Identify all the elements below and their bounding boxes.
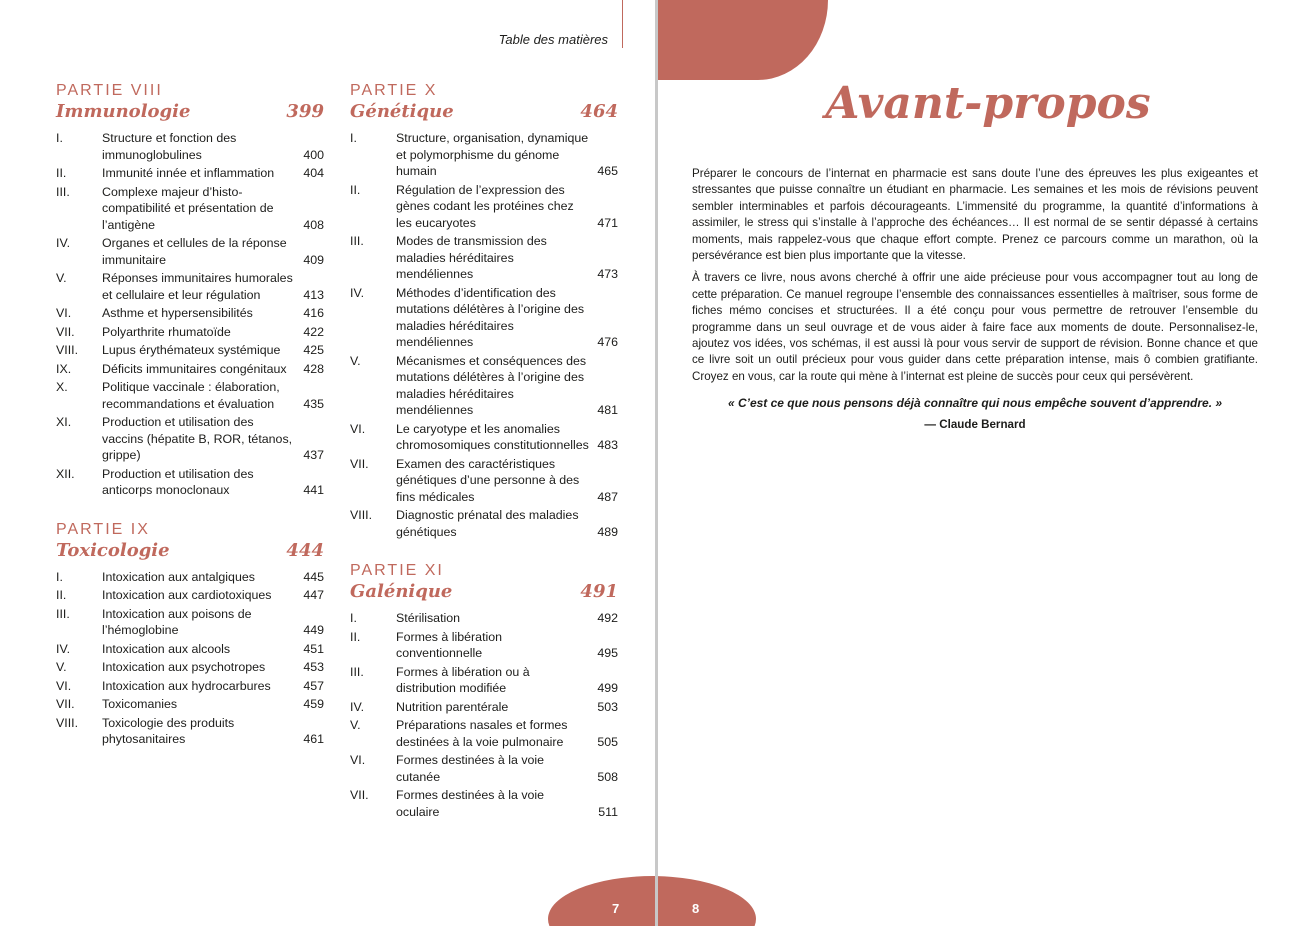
entry-title: Structure et fonction des immunoglobulines xyxy=(102,131,237,162)
entry-page: 428 xyxy=(303,361,324,376)
entry-title: Intoxication aux psychotropes xyxy=(102,660,266,674)
entry-page: 437 xyxy=(303,448,324,462)
entry-title: Politique vaccinale : élaboration, recommandations et évaluation xyxy=(102,380,280,411)
entry-number: VII. xyxy=(56,324,75,339)
entry-title: Examen des caractéristiques génétiques d’une personne à des fins médicales xyxy=(396,456,580,504)
toc-column-2 xyxy=(350,82,618,842)
entry-number: X. xyxy=(56,380,68,394)
page-number-left: 7 xyxy=(612,901,620,916)
entry-page: 441 xyxy=(303,483,324,497)
entry-title: Formes destinées à la voie cutanée xyxy=(396,753,545,784)
toc-part xyxy=(350,82,618,540)
entry-title: Immunité innée et inflammation xyxy=(102,166,275,180)
decorative-corner-shape xyxy=(658,0,828,80)
entry-number: VI. xyxy=(350,421,366,436)
part-title: Toxicologie xyxy=(56,539,170,561)
entry-page: 505 xyxy=(597,734,618,749)
entry-page: 457 xyxy=(303,678,324,693)
toc-entry[interactable] xyxy=(350,456,618,506)
toc-entry[interactable] xyxy=(56,361,324,378)
toc-part xyxy=(350,562,618,820)
entry-page: 481 xyxy=(597,403,618,417)
entry-number: V. xyxy=(56,660,67,674)
quote-author: — Claude Bernard xyxy=(924,418,1026,431)
toc-entry[interactable] xyxy=(56,165,324,182)
entry-page: 471 xyxy=(597,215,618,230)
entry-page: 495 xyxy=(597,646,618,660)
toc-entry[interactable] xyxy=(56,587,324,604)
toc-entry[interactable] xyxy=(56,466,324,499)
entry-page: 408 xyxy=(303,217,324,232)
entry-number: III. xyxy=(56,184,70,199)
toc-entry[interactable] xyxy=(56,342,324,359)
entry-number: IX. xyxy=(56,361,72,376)
toc-entry[interactable] xyxy=(56,606,324,639)
entry-page: 451 xyxy=(303,641,324,656)
toc-column-1 xyxy=(56,82,324,770)
entry-page: 473 xyxy=(597,267,618,281)
toc-entry[interactable] xyxy=(56,324,324,341)
entry-title: Toxicomanies xyxy=(102,697,178,711)
toc-entry[interactable] xyxy=(350,130,618,180)
entry-number: II. xyxy=(350,629,361,644)
entry-page: 511 xyxy=(598,804,618,819)
part-label: PARTIE XI xyxy=(350,562,444,579)
toc-entry[interactable] xyxy=(56,270,324,303)
part-title-row xyxy=(56,100,324,124)
entry-number: VII. xyxy=(350,788,369,802)
entry-page: 465 xyxy=(597,164,618,178)
entry-page: 461 xyxy=(303,732,324,746)
entry-title: Intoxication aux alcools xyxy=(102,641,231,656)
part-label: PARTIE X xyxy=(350,82,438,99)
entry-number: VI. xyxy=(56,678,72,693)
entry-page: 449 xyxy=(303,623,324,637)
entry-title: Déficits immunitaires congénitaux xyxy=(102,361,287,376)
part-page-number: 491 xyxy=(580,581,618,602)
entry-number: II. xyxy=(56,166,67,180)
entry-title: Régulation de l’expression des gènes codant les protéines chez les eucaryotes xyxy=(396,182,574,230)
page-tab-left xyxy=(548,876,656,926)
toc-entry[interactable] xyxy=(56,641,324,658)
entry-title: Intoxication aux poisons de l’hémoglobine xyxy=(102,606,252,637)
part-page-number: 399 xyxy=(286,101,324,122)
entry-number: III. xyxy=(350,234,364,248)
entry-number: VII. xyxy=(56,697,75,711)
toc-entry[interactable] xyxy=(56,379,324,412)
entry-number: XI. xyxy=(56,415,72,429)
entry-page: 487 xyxy=(597,489,618,504)
part-title-row xyxy=(56,539,324,563)
part-title: Galénique xyxy=(350,581,453,602)
entry-number: III. xyxy=(350,664,364,679)
part-title-row xyxy=(350,100,618,124)
foreword-title: Avant-propos xyxy=(825,78,1151,129)
entry-title: Diagnostic prénatal des maladies génétiques xyxy=(396,508,579,539)
entry-number: VIII. xyxy=(350,508,373,522)
entry-title: Production et utilisation des vaccins (hépatite B, ROR, tétanos, grippe) xyxy=(102,415,293,462)
toc-entry[interactable] xyxy=(350,507,618,540)
entry-page: 409 xyxy=(303,252,324,267)
entry-page: 422 xyxy=(303,324,324,339)
entry-number: XII. xyxy=(56,466,75,481)
entry-number: V. xyxy=(56,271,67,285)
page-number-right: 8 xyxy=(692,901,700,916)
toc-entry[interactable] xyxy=(350,353,618,419)
entry-title: Organes et cellules de la réponse immunitaire xyxy=(102,236,287,267)
toc-entry[interactable] xyxy=(350,752,618,785)
toc-entry[interactable] xyxy=(350,787,618,820)
toc-entry[interactable] xyxy=(56,659,324,676)
toc-entry[interactable] xyxy=(56,414,324,464)
entry-title: Polyarthrite rhumatoïde xyxy=(102,324,231,339)
entry-title: Complexe majeur d’histo-compatibilité et présentation de l’antigène xyxy=(102,184,274,232)
entry-title: Intoxication aux cardiotoxiques xyxy=(102,588,272,602)
toc-entry[interactable] xyxy=(350,717,618,750)
toc-entry[interactable] xyxy=(350,664,618,697)
entry-page: 492 xyxy=(597,611,618,625)
entry-number: IV. xyxy=(350,285,365,300)
toc-entry[interactable] xyxy=(56,130,324,163)
entry-title: Réponses immunitaires humorales et cellulaire et leur régulation xyxy=(102,271,293,302)
entry-number: IV. xyxy=(350,699,365,714)
part-page-number: 464 xyxy=(580,101,618,122)
entry-title: Formes à libération conventionnelle xyxy=(396,629,503,660)
foreword-quote: « C’est ce que nous pensons déjà connaître qui nous empêche souvent d’apprendre. » xyxy=(727,396,1223,410)
entry-number: III. xyxy=(56,606,70,621)
entry-page: 435 xyxy=(303,396,324,411)
entry-page: 447 xyxy=(303,588,324,602)
part-title: Immunologie xyxy=(56,101,191,122)
toc-entry[interactable] xyxy=(350,629,618,662)
part-label: PARTIE VIII xyxy=(56,82,163,99)
toc-entry[interactable] xyxy=(350,421,618,454)
foreword-paragraph: Préparer le concours de l’internat en pharmacie est sans doute l’une des épreuves les plus exigeantes et stressantes que puisse connaître un étudiant en pharmacie. Les semaines et les mois de révisions peuvent sembler interminables et parfois décourageants. L’immensité du programme, la quantité d’informations à assimiler, le stress qui s’installe à l’approche des échéances… Il est normal de se sentir dépassé à certains moments, mais rappelez-vous que chaque effort compte. Prenez ce parcours comme un marathon, où la persévérance est bien plus importante que la vitesse. xyxy=(692,167,1258,263)
entry-title: Production et utilisation des anticorps monoclonaux xyxy=(102,466,254,497)
entry-number: V. xyxy=(350,718,361,732)
entry-title: Méthodes d’identification des mutations délétères à l’origine des maladies héréditaires mendéliennes xyxy=(396,285,585,349)
entry-number: VIII. xyxy=(56,343,79,357)
entry-title: Asthme et hypersensibilités xyxy=(102,306,253,320)
entry-title: Intoxication aux hydrocarbures xyxy=(102,678,271,693)
entry-number: IV. xyxy=(56,236,71,250)
toc-entry[interactable] xyxy=(56,696,324,713)
toc-entry[interactable] xyxy=(56,678,324,695)
entry-page: 508 xyxy=(597,769,618,784)
toc-entry[interactable] xyxy=(350,182,618,232)
entry-page: 416 xyxy=(303,306,324,320)
part-title: Génétique xyxy=(350,101,454,122)
foreword-paragraph: À travers ce livre, nous avons cherché à offrir une aide précieuse pour vous accompagner tout au long de cette préparation. Ce manuel regroupe l’ensemble des connaissances essentielles à maîtriser, sous forme de fiches mémo concises et structurées. Il a été conçu pour vous permettre de retrouver l’ensemble du programme dans un seul ouvrage et de vous aider à faire face aux moments de doute. Personnalisez-le, ajoutez vos idées, vos schémas, il est aussi là pour vous servir de support de révision. Bonne chance et que ce livre soit un outil précieux pour vous guider dans cette préparation intense, mais ô combien gratifiante. Croyez en vous, car la route qui mène à l’internat est pleine de succès pour ceux qui persévèrent. xyxy=(692,271,1258,383)
toc-entry[interactable] xyxy=(350,233,618,283)
entry-number: I. xyxy=(350,611,357,625)
entry-page: 404 xyxy=(303,166,324,180)
left-page xyxy=(0,0,656,926)
entry-number: VI. xyxy=(350,753,366,767)
entry-title: Stérilisation xyxy=(396,611,461,625)
toc-entry[interactable] xyxy=(56,305,324,322)
toc-entry[interactable] xyxy=(56,235,324,268)
entry-number: II. xyxy=(56,588,67,602)
foreword-body xyxy=(692,166,1258,391)
toc-entry[interactable] xyxy=(350,285,618,351)
toc-part xyxy=(56,521,324,748)
entry-page: 445 xyxy=(303,569,324,584)
entry-title: Structure, organisation, dynamique et polymorphisme du génome humain xyxy=(396,131,589,178)
entry-number: VII. xyxy=(350,456,369,471)
toc-entry[interactable] xyxy=(350,610,618,627)
entry-page: 476 xyxy=(597,335,618,349)
entry-title: Nutrition parentérale xyxy=(396,699,509,714)
entry-page: 425 xyxy=(303,343,324,357)
toc-entry[interactable] xyxy=(56,184,324,234)
entry-number: V. xyxy=(350,353,361,368)
part-page-number: 444 xyxy=(286,539,324,561)
entry-title: Préparations nasales et formes destinées à la voie pulmonaire xyxy=(396,718,568,749)
entry-number: II. xyxy=(350,182,361,197)
part-label: PARTIE IX xyxy=(56,520,150,538)
entry-number: I. xyxy=(350,131,357,145)
entry-title: Modes de transmission des maladies héréditaires mendéliennes xyxy=(396,234,547,281)
header-rule xyxy=(622,0,623,48)
entry-number: I. xyxy=(56,131,63,145)
entry-title: Le caryotype et les anomalies chromosomiques constitutionnelles xyxy=(396,421,589,452)
entry-number: IV. xyxy=(56,641,71,656)
entry-number: I. xyxy=(56,569,63,584)
entry-title: Formes à libération ou à distribution modifiée xyxy=(396,664,530,695)
right-page xyxy=(658,0,1314,926)
toc-entry[interactable] xyxy=(56,569,324,586)
toc-entry[interactable] xyxy=(350,699,618,716)
toc-part xyxy=(56,82,324,499)
entry-title: Toxicologie des produits phytosanitaires xyxy=(102,715,235,746)
entry-page: 489 xyxy=(597,524,618,539)
page-tab-right xyxy=(658,876,756,926)
entry-title: Lupus érythémateux systémique xyxy=(102,343,281,357)
entry-page: 483 xyxy=(597,438,618,452)
toc-entry[interactable] xyxy=(56,715,324,748)
entry-number: VIII. xyxy=(56,715,79,730)
entry-page: 503 xyxy=(597,699,618,714)
entry-page: 400 xyxy=(303,147,324,162)
running-header: Table des matières xyxy=(498,32,608,47)
entry-page: 453 xyxy=(303,660,324,674)
entry-title: Intoxication aux antalgiques xyxy=(102,569,255,584)
entry-page: 459 xyxy=(303,697,324,711)
entry-title: Mécanismes et conséquences des mutations délétères à l’origine des maladies héréditaires mendéliennes xyxy=(396,353,587,417)
entry-number: VI. xyxy=(56,306,72,320)
entry-page: 413 xyxy=(303,287,324,302)
entry-page: 499 xyxy=(597,681,618,695)
entry-title: Formes destinées à la voie oculaire xyxy=(396,788,545,819)
part-title-row xyxy=(350,580,618,604)
